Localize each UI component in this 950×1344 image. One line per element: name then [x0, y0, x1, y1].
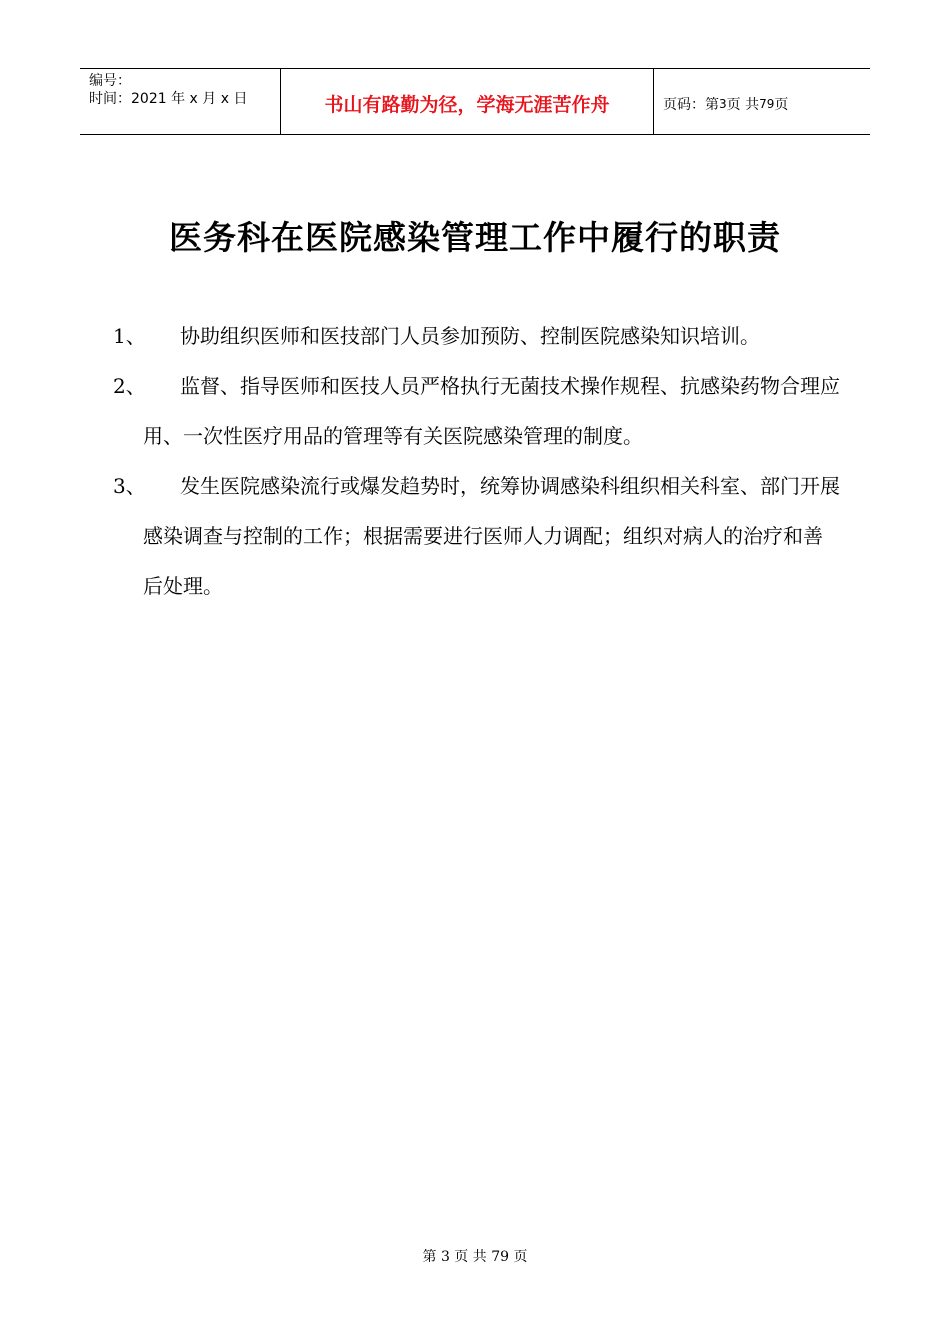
page-mid: 页 共 — [726, 96, 760, 113]
page-prefix: 页码：第 — [663, 96, 719, 113]
duty-list — [110, 311, 840, 611]
header-page-info — [654, 69, 870, 134]
list-item — [110, 361, 840, 461]
header-motto: 书山有路勤为径，学海无涯苦作舟 — [281, 69, 654, 134]
document-title: 医务科在医院感染管理工作中履行的职责 — [169, 218, 781, 257]
serial-label: 编号： — [89, 73, 131, 89]
item-number: 1、 — [113, 324, 146, 348]
list-item — [110, 311, 840, 361]
page-header — [80, 68, 870, 135]
page-suffix: 页 — [774, 96, 789, 113]
list-item — [110, 461, 840, 611]
page-current: 3 — [719, 96, 727, 111]
item-text: 发生医院感染流行或爆发趋势时，统筹协调感染科组织相关科室、部门开展感染调查与控制的工作；根据需要进行医师人力调配；组织对病人的治疗和善后处理。 — [143, 474, 840, 598]
item-number: 3、 — [113, 474, 146, 498]
header-meta — [80, 69, 281, 134]
page-total: 79 — [759, 96, 775, 111]
item-number: 2、 — [113, 374, 146, 398]
time-label: 时间：2021 年 x 月 x 日 — [89, 91, 248, 107]
item-text: 协助组织医师和医技部门人员参加预防、控制医院感染知识培训。 — [180, 324, 760, 348]
page-footer: 第 3 页 共 79 页 — [422, 1249, 528, 1265]
item-text: 监督、指导医师和医技人员严格执行无菌技术操作规程、抗感染药物合理应用、一次性医疗用品的管理等有关医院感染管理的制度。 — [143, 374, 840, 448]
